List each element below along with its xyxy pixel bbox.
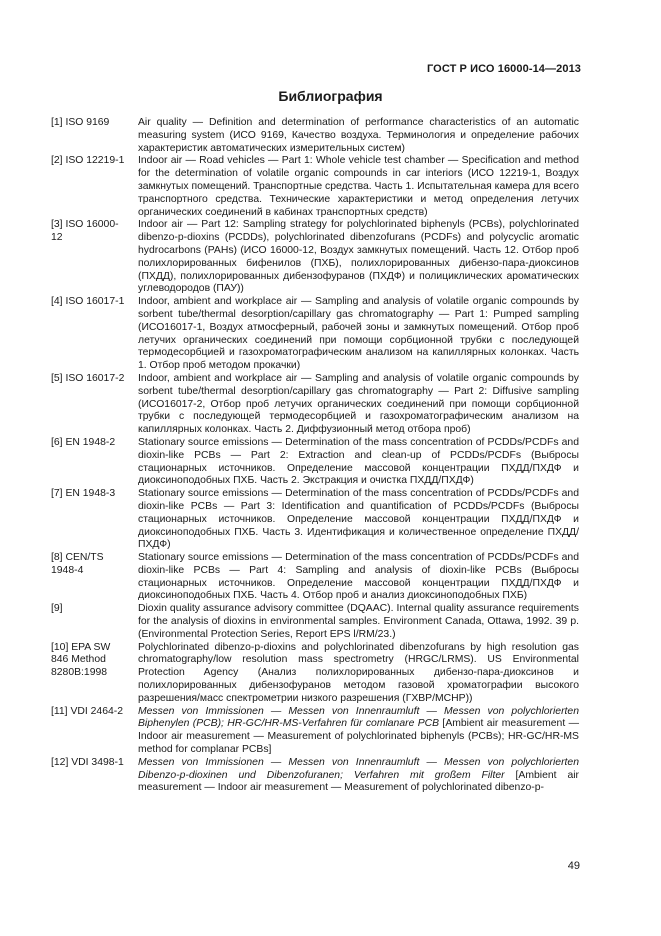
reference-label: [1] ISO 9169 [51, 117, 110, 128]
standard-code: ГОСТ Р ИСО 16000-14—2013 [426, 63, 581, 75]
reference-text-part: Stationary source emissions — Determination of the mass concentration of PCDDs/PCDFs and dioxin-like PCBs — Part 3: Identification and quantification of PCDDs/PCDFs (Выбросы стационарных источников. Определение массовой концентрации ПХДД/ПХДФ и диоксиноподобных ПХБ. Часть 3. Идентификация и количественное определение ПХДД/ПХДФ) [138, 488, 579, 551]
reference-title-italic: Messen von Immissionen — Messen von Innenraumluft — Messen von polychlorierten Dibenzo-p-dioxinen und Dibenzofuranen; Verfahren mit großem Filter [138, 756, 579, 781]
reference-title-italic: Messen von Immissionen — Messen von Innenraumluft — Messen von polychlorierten Biphenylen (PCB); HR-GC/HR-MS-Verfahren für comlanare PCB [138, 705, 579, 730]
reference-text-part: Air quality — Definition and determination of performance characteristics of an automatic measuring system (ИСО 9169, Качество воздуха. Терминология и определение рабочих характеристик автоматических измерительных систем) [138, 117, 579, 154]
reference-text [138, 757, 579, 795]
reference-label: [8] CEN/TS 1948-4 [51, 552, 104, 576]
reference-label: [2] ISO 12219-1 [51, 155, 125, 167]
reference-label: [9] [51, 603, 63, 615]
reference-text [138, 155, 579, 219]
reference-entry [51, 437, 579, 488]
reference-text-part: [Ambient air measurement — Indoor air measurement — Measurement of polychlorinated biphenyls (PCBs); HR-GC/HR-MS method for complanar PCBs] [138, 718, 579, 756]
reference-text-part: Stationary source emissions — Determination of the mass concentration of PCDDs/PCDFs and dioxin-like PCBs — Part 2: Extraction and clean-up of PCDDs/PCDFs (Выбросы стационарных источников. Определение массовой концентрации ПХДД/ПХДФ и диоксиноподобных ПХБ. Часть 2. Экстракция и очистка ПХДД/ПХДФ) [138, 436, 579, 487]
reference-text [138, 117, 579, 155]
reference-text-part: Stationary source emissions — Determination of the mass concentration of PCDDs/PCDFs and dioxin-like PCBs — Part 4: Sampling and analysis of dioxin-like PCBs (Выбросы стационарных источников. Определение массовой концентрации ПХДД/ПХДФ и диоксиноподобных ПХБ. Часть 4. Отбор проб и анализ диоксиноподобных ПХБ) [138, 552, 579, 602]
page-title: Библиография [278, 88, 383, 104]
reference-text-part: Polychlorinated dibenzo-p-dioxins and polychlorinated dibenzofurans by high resolution gas chromatography/low resolution mass spectrometry (HRGC/LRMS). US Environmental Protection Agency (Анализ полихлорированных дибензо-пара-диоксинов и полихлорированных дибензофуранов методом газовой хроматографии высокого разрешения/масс спектрометрии низкого разрешения (ГХВР/МСНР)) [138, 641, 579, 704]
reference-text [138, 437, 579, 488]
reference-entry [51, 757, 579, 795]
reference-entry [51, 642, 579, 706]
reference-text [138, 219, 579, 296]
reference-text [138, 373, 579, 437]
reference-label: [3] ISO 16000- 12 [51, 219, 119, 244]
reference-entry [51, 155, 579, 219]
reference-text-part: Indoor air — Road vehicles — Part 1: Whole vehicle test chamber — Specification and method for the determination of volatile organic compounds in car interiors (ИСО 12219-1, Воздух замкнутых помещений. Транспортные средства. Часть 1. Испытательная камера для всего транспортного средства. Технические характеристики и метод определения летучих органических соединений в кабинах транспортных средств) [138, 155, 579, 218]
reference-entry [51, 373, 579, 437]
reference-label: [10] EPA SW 846 Method 8280B:1998 [51, 641, 111, 679]
reference-text [138, 603, 579, 641]
reference-text-part: Indoor air — Part 12: Sampling strategy for polychlorinated biphenyls (PCBs), polychlorinated dibenzo-p-dioxins (PCDDs), polychlorinated dibenzofurans (PCDFs) and polycyclic aromatic hydrocarbons (PAHs) (ИСО 16000-12, Воздух замкнутых помещений. Часть 12. Отбор проб полихлорированных бифенилов (ПХБ), полихлорированных дибензо-пара-диоксинов (ПХДД), полихлорированных дибензофуранов (ПХДФ) и полициклических ароматических углеводородов (ПАУ)) [138, 219, 579, 295]
reference-text-part: [Ambient air measurement — Indoor air measurement — Measurement of polychlorinated dibenzo-p- [138, 769, 579, 794]
reference-text-part: Indoor, ambient and workplace air — Sampling and analysis of volatile organic compounds by sorbent tube/thermal desorption/capillary gas chromatography — Part 1: Pumped sampling (ИСО16017-1, Воздух атмосферный, рабочей зоны и замкнутых помещений. Отбор проб летучих органических соединений при помощи сорбционной трубки с последующей термодесорбцией и газохроматографическим анализом на капиллярных колонках. Часть 1. Отбор проб методом прокачки) [138, 296, 579, 372]
reference-text [138, 642, 579, 706]
reference-text-part: Dioxin quality assurance advisory committee (DQAAC). Internal quality assurance requirements for the analysis of dioxins in environmental samples. Environment Canada, Ottawa, 1992. 39 p. (Environmental Protection Series, Report EPS l/RM/23.) [138, 603, 579, 640]
reference-entry [51, 296, 579, 373]
reference-text [138, 552, 579, 603]
reference-label: [11] VDI 2464-2 [51, 705, 124, 717]
reference-text-part: Indoor, ambient and workplace air — Sampling and analysis of volatile organic compounds by sorbent tube/thermal desorption/capillary gas chromatography — Part 2: Diffusive sampling (ИСО16017-2, Отбор проб летучих органических соединений при помощи сорбционной трубки с последующей термодесорбцией и газохроматографическим анализом на капиллярных колонках. Часть 2. Диффузионный метод отбора проб) [138, 372, 579, 436]
page-number: 49 [567, 860, 580, 872]
reference-label: [6] EN 1948-2 [51, 436, 116, 448]
reference-label: [4] ISO 16017-1 [51, 296, 125, 308]
reference-text [138, 296, 579, 373]
reference-label: [5] ISO 16017-2 [51, 372, 125, 384]
reference-entry [51, 117, 579, 155]
reference-text [138, 488, 579, 552]
reference-entry [51, 603, 579, 641]
reference-label: [12] VDI 3498-1 [51, 756, 124, 768]
reference-entry [51, 219, 579, 296]
reference-entry [51, 488, 579, 552]
bibliography-list [51, 117, 579, 795]
reference-entry [51, 552, 579, 603]
reference-label: [7] EN 1948-3 [51, 488, 116, 500]
reference-text [138, 706, 579, 757]
reference-entry [51, 706, 579, 757]
